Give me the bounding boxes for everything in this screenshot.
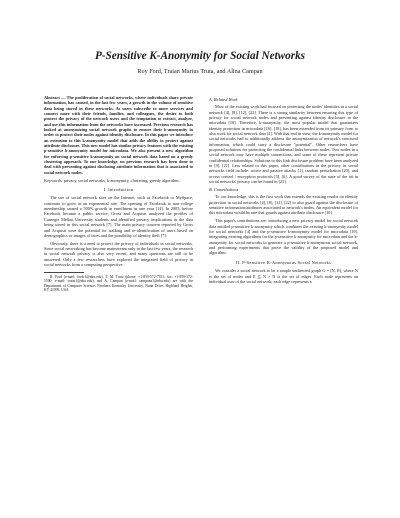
footnote-rule [44,272,84,273]
section-1-heading: I. Introduction [103,187,134,193]
right-column [209,95,358,287]
related-work-paragraph: Most of the existing work had focused on protecting the nodes' identities in a social network [4], [8], [12], [22]. There is a strong similarity between ensuring this type of privacy for social network nodes and preventing against identity disclosure in the microdata [10]. Therefore, k-anonymity, the most popular model that guarantees identity protection in microdata [16], [18], has been extended from its primary form to also work for social network data [4]. With that end in view, the k-anonymity model for social networks had to additionally address the anonymization of network's structural information, which could carry a disclosure "potential". Other researchers have proposed solutions for protecting the confidential links between nodes. Two nodes in a social network may have multiple connections, and some of these represent private confidential relationships. Solutions to this link disclosure problem have been analyzed in [9], [21]. Less related to this paper, other contributions in the privacy in social networks field include: active and passive attacks [1], random perturbation [20], and access control / encryption protocols [5], [6]. A good survey of the state of the art in social networks' privacy can be found in [23]. [209,104,359,185]
section-2-heading: II. P-Sensitive K-Anonymous Social Networks [236,259,331,265]
contributions-paragraph-2: This paper's contributions are: introducing a new privacy model for social network data entitled p-sensitive k-anonymity which combines the existing k-anonymity model for social networks [4] and the p-sensitive k-anonymity model for microdata [19], integrating existing algorithms for the p-sensitive k-anonymity for microdata and the k-anonymity for social networks to generate a p-sensitive k-anonymous social network, and performing experiments that prove the validity of the proposed model and algorithm. [209,218,358,256]
paper-title: P-Sensitive K-Anonymity for Social Networks [94,50,306,62]
keywords: Keywords: privacy, social networks, k-anonymity, clustering, greedy algorithm. [44,177,180,183]
abstract: Abstract — The proliferation of social networks, where individuals share private information, has caused, in the last few years, a growth in the volume of sensitive data being stored in these networks. As users subscribe to more services and connect more with their friends, families, and colleagues, the desire to both protect the privacy of the network users and the temptation to extract, analyze, and use this information from the networks have increased. Previous research has looked at anonymizing social network graphs to ensure their k-anonymity in order to protect their nodes against identity disclosure. In this paper we introduce an extension to this k-anonymity model that adds the ability to protect against attribute disclosure. This new model has similar privacy features with the existing p-sensitive k-anonymity model for microdata. We also present a new algorithm for enforcing p-sensitive k-anonymity on social network data based on a greedy clustering approach. To our knowledge, no previous research has been done to deal with preventing against disclosing attribute information that is associated to social network nodes. [44,95,193,175]
footnote: R. Ford (e-mail: fordr1@nku.edu), T. M. Truta (phone: +1-859-572-7551; fax: +1-859-572-5590; e-mail: trutat1@nku.edu), and A. Campan (e-mail: campana1@nku.edu) are with the Department of Computer Science, Northern Kentucky University, Nunn Drive, Highland Heights, KY 41099, USA. [44,274,193,292]
contributions-paragraph-1: To our knowledge, this is the first work that extends the existing results on identity protection in social networks [4], [8], [12], [22] to also guard against the disclosure of sensitive information/attributes associated to network's nodes. An equivalent model for this microdata would be one that guards against attribute disclosure [10]. [209,194,358,216]
intro-paragraph-2: Obviously, there is a need to protect the privacy of individuals in social networks. Since social networking has become mainstream only in the last few years, the research in social network privacy is also very recent, and many questions are still to be answered. Only a few researchers have explored the integrated field of privacy in social networks from a computing perspective. [44,240,193,268]
intro-paragraph-1: The use of social network sites on the Internet, such as Facebook or MySpace, continues to grow at an exponential rate. The opening of Facebook to non-college membership caused a 500% growth in enrollment in one year [14]. In 2005, before Facebook became a public service, Gross and Acquisti analyzed the profiles of Carnegie Mellon University students and identified privacy implications in the data being stored in this social network [7]. The main privacy concern reported by Gross and Acquisti were the potential for stalking and re-identification of users based on demographics or images of faces and the possibility of identity theft [7]. [44,195,193,238]
subsection-b-heading: B. Contributions [209,187,239,193]
subsection-a-heading: A. Related Work [209,97,238,102]
section-2-paragraph-1: We consider a social network to be a simple undirected graph G = (N, E), where N is the set of nodes and E ⊆ N × N is the set of edges. Each node represents an individual user of the social network; each edge represents a [209,268,358,284]
paper-authors: Roy Ford, Traian Marius Truta, and Alina Campan [137,68,263,75]
left-column [44,95,193,293]
